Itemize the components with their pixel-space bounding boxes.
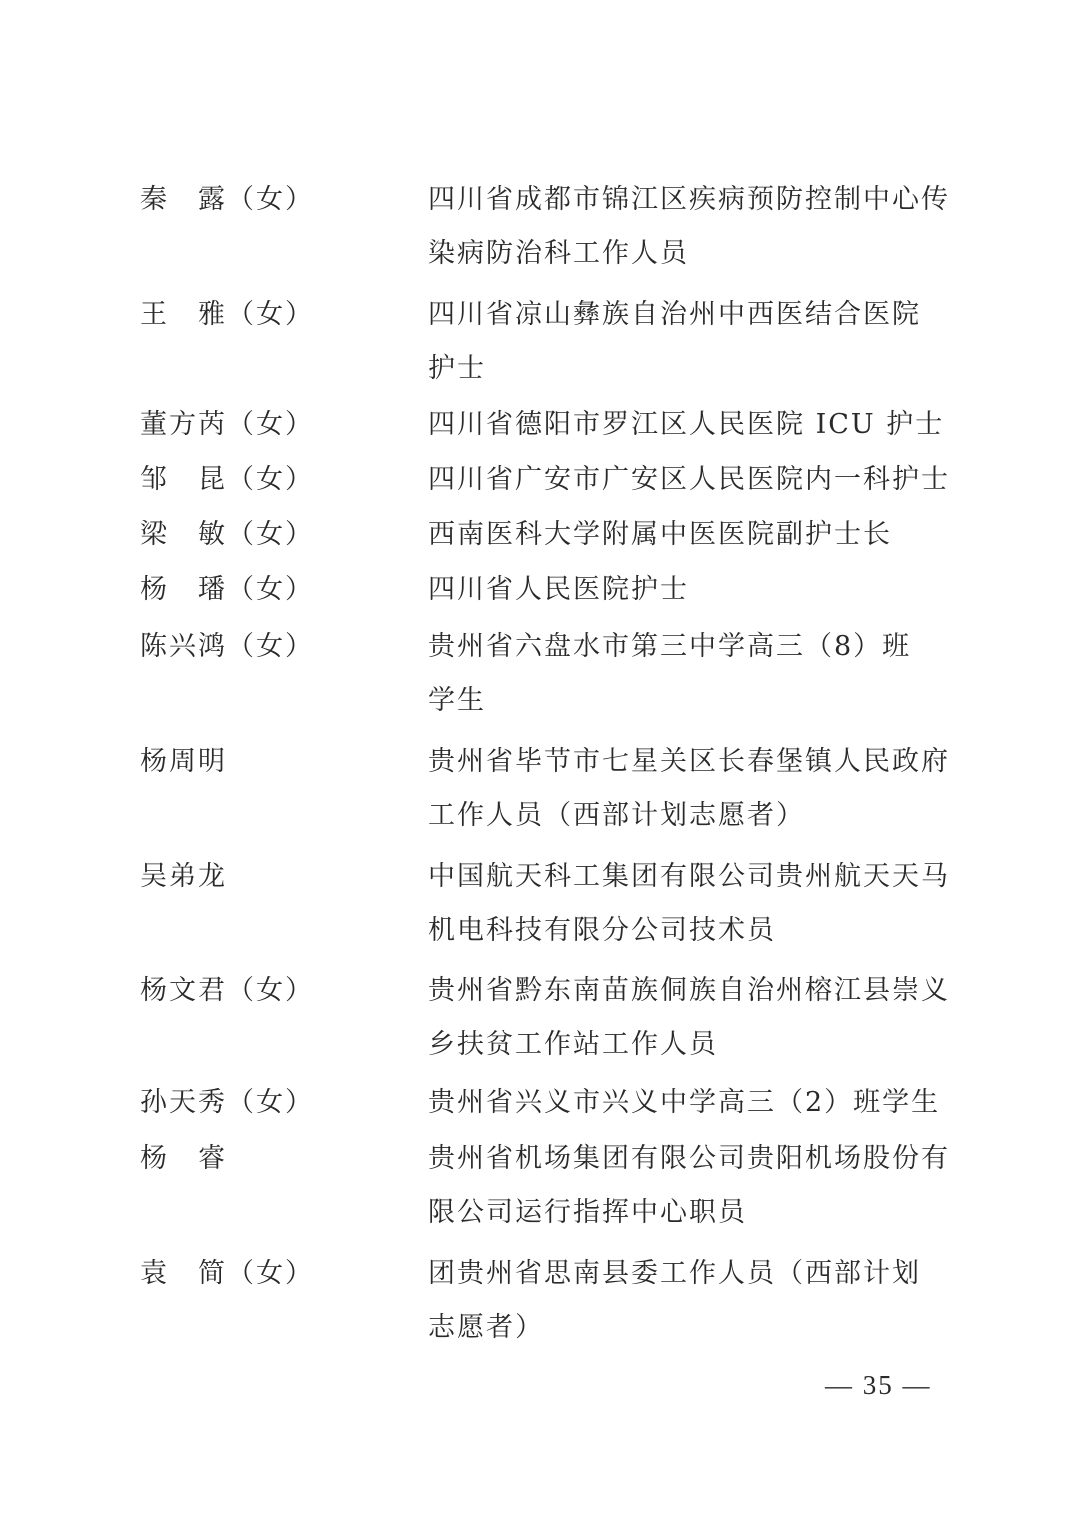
awardee-name: 邹 昆（女）	[140, 464, 314, 495]
affiliation-line: 四川省人民医院护士	[428, 574, 689, 605]
awardee-name: 王 雅（女）	[140, 299, 314, 330]
awardee-name: 杨 睿	[140, 1143, 227, 1174]
awardee-name: 杨周明	[140, 746, 227, 777]
affiliation-line: 贵州省毕节市七星关区长春堡镇人民政府	[428, 746, 950, 777]
awardee-affiliation	[428, 1247, 940, 1355]
awardee-affiliation	[428, 1132, 950, 1240]
awardee-name: 董方芮（女）	[140, 409, 314, 440]
affiliation-line: 四川省成都市锦江区疾病预防控制中心传	[428, 184, 950, 215]
page-number: — 35 —	[825, 1370, 932, 1400]
affiliation-line: 团贵州省思南县委工作人员（西部计划	[428, 1258, 921, 1289]
awardee-name: 孙天秀（女）	[140, 1087, 314, 1118]
awardee-affiliation	[428, 508, 940, 562]
awardee-affiliation	[428, 173, 950, 281]
awardee-affiliation	[428, 850, 950, 958]
affiliation-line: 染病防治科工作人员	[428, 238, 689, 269]
affiliation-line: 贵州省机场集团有限公司贵阳机场股份有	[428, 1143, 950, 1174]
awardee-name: 杨 璠（女）	[140, 574, 314, 605]
awardee-affiliation	[428, 288, 940, 396]
awardee-affiliation	[428, 964, 950, 1072]
awardee-name: 杨文君（女）	[140, 975, 314, 1006]
awardee-name: 陈兴鸿（女）	[140, 631, 314, 662]
awardee-name: 袁 简（女）	[140, 1258, 314, 1289]
affiliation-line: 四川省广安市广安区人民医院内一科护士	[428, 464, 950, 495]
affiliation-line: 贵州省六盘水市第三中学高三（8）班	[428, 631, 912, 662]
affiliation-line: 工作人员（西部计划志愿者）	[428, 800, 805, 831]
awardee-affiliation	[428, 620, 940, 728]
affiliation-line: 限公司运行指挥中心职员	[428, 1197, 747, 1228]
awardee-name: 吴弟龙	[140, 861, 227, 892]
awardee-affiliation	[428, 453, 950, 507]
awardee-affiliation	[428, 735, 950, 843]
affiliation-line: 志愿者）	[428, 1312, 544, 1343]
affiliation-line: 贵州省黔东南苗族侗族自治州榕江县崇义	[428, 975, 950, 1006]
affiliation-line: 机电科技有限分公司技术员	[428, 915, 776, 946]
affiliation-line: 贵州省兴义市兴义中学高三（2）班学生	[428, 1087, 941, 1118]
affiliation-line: 护士	[428, 353, 486, 384]
affiliation-line: 学生	[428, 685, 486, 716]
awardee-affiliation	[428, 563, 940, 617]
awardee-affiliation	[428, 1076, 940, 1130]
awardee-affiliation	[428, 398, 945, 452]
affiliation-line: 乡扶贫工作站工作人员	[428, 1029, 718, 1060]
affiliation-line: 四川省德阳市罗江区人民医院 ICU 护士	[428, 409, 945, 440]
awardee-name: 秦 露（女）	[140, 184, 314, 215]
affiliation-line: 西南医科大学附属中医医院副护士长	[428, 519, 892, 550]
affiliation-line: 中国航天科工集团有限公司贵州航天天马	[428, 861, 950, 892]
awardee-name: 梁 敏（女）	[140, 519, 314, 550]
affiliation-line: 四川省凉山彝族自治州中西医结合医院	[428, 299, 921, 330]
